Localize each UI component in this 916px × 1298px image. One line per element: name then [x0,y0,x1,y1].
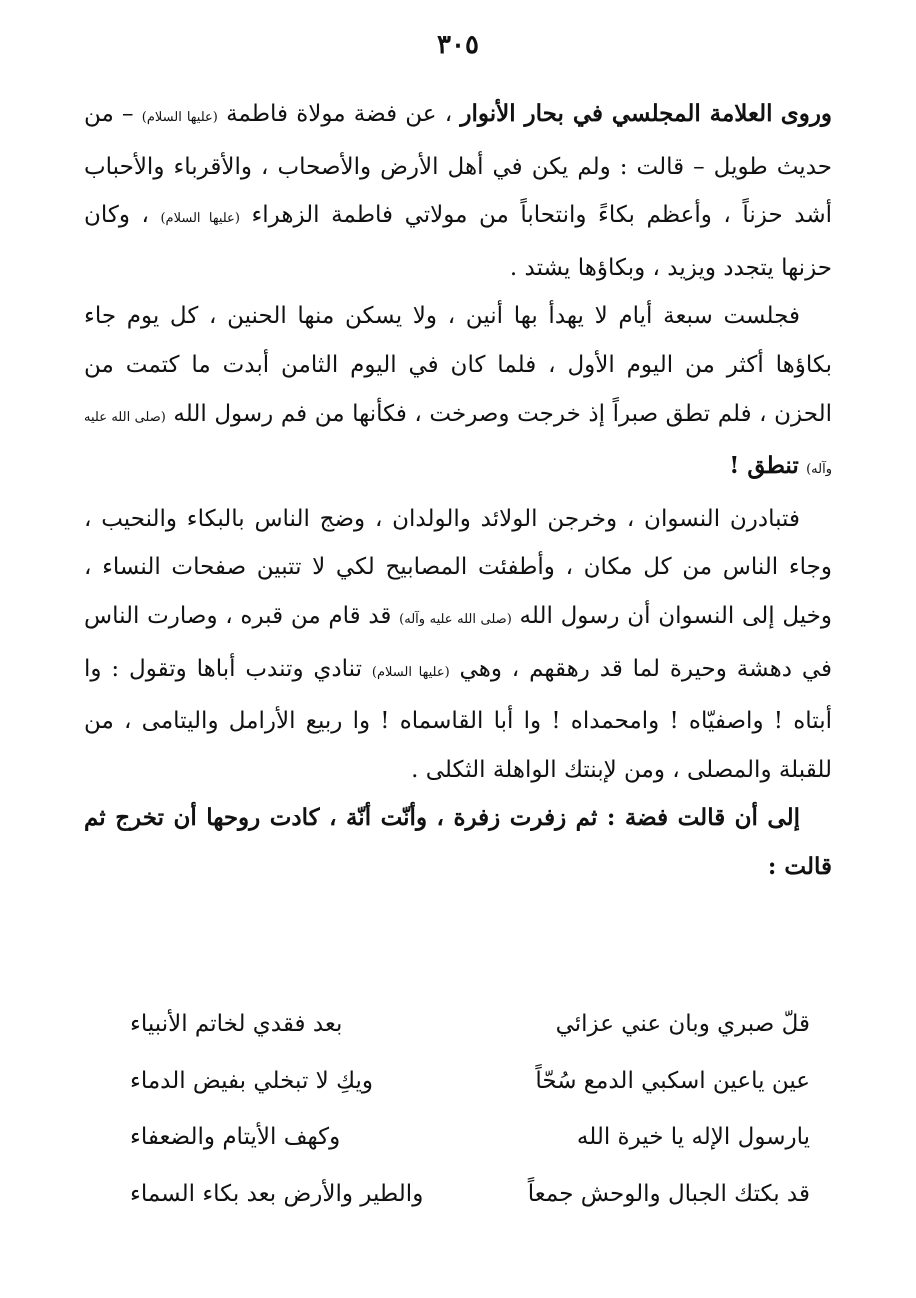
verse-second-hemistich: بعد فقدي لخاتم الأنبياء [130,1011,343,1038]
honorific: (عليها السلام) [160,211,240,227]
paragraph-1-text-b: – من حديث طويل – قالت : ولم يكن في أهل الأرض والأصحاب ، والأقرباء والأحباب أشد حزناً ، وأعظم بكاءً وانتحاباً من مولاتي فاطمة الزهراء [84,101,832,229]
verse-second-hemistich: والطير والأرض بعد بكاء السماء [130,1180,424,1207]
page-number: ٣٠٥ [437,30,479,60]
honorific: (صلى الله عليه وآله) [399,611,512,627]
paragraph-3-text-c: تنادي وتندب أباها وتقول : وا أبتاه ! واصفيّاه ! وامحمداه ! وا أبا القاسماه ! وا ربيع الأرامل واليتامى ، من للقبلة والمصلى ، ومن لإبنتك الواهلة الثكلى . [84,655,832,783]
paragraph-2-text-a: فجلست سبعة أيام لا يهدأ بها أنين ، ولا يسكن منها الحنين ، كل يوم جاء بكاؤها أكثر من اليوم الأول ، فلما كان في اليوم الثامن أبدت ما كتمت من الحزن ، فلم تطق صبراً إذ خرجت وصرخت ، فكأنها من فم رسول الله [84,303,832,427]
poem-verse [130,1109,810,1166]
verse-first-hemistich: قد بكتك الجبال والوحش جمعاً [527,1180,810,1207]
verse-first-hemistich: يارسول الإله يا خيرة الله [576,1124,810,1151]
verse-first-hemistich: عين ياعين اسكبي الدمع سُحّاً [535,1067,810,1094]
paragraph-1 [84,90,832,292]
verse-second-hemistich: وكهف الأيتام والضعفاء [130,1124,341,1151]
paragraph-3 [84,495,832,795]
honorific: (صلى الله عليه وآله) [84,409,832,478]
paragraph-1-intro: وروى [780,100,833,127]
paragraph-4-text: إلى أن قالت فضة : ثم زفرت زفرة ، وأنّت أنّة ، كادت روحها أن تخرج ثم قالت : [84,804,832,880]
paragraph-3-text-a: فتبادرن النسوان ، وخرجن الولائد والولدان ، وضج الناس بالبكاء والنحيب ، وجاء الناس من كل مكان ، وأطفئت المصابيح لكي لا تتبين صفحات النساء ، وخيل إلى النسوان أن رسول الله [84,505,833,629]
paragraph-2 [84,292,832,494]
paragraph-3-text-b: قد قام من قبره ، وصارت الناس في دهشة وحيرة لما قد رهقهم ، وهي [84,602,832,682]
paragraph-1-text-c: ، وكان حزنها يتجدد ويزيد ، وبكاؤها يشتد . [84,202,832,281]
paragraph-2-text-b: تنطق ! [729,452,799,480]
paragraph-4 [84,794,832,891]
poem-verse [130,1166,810,1223]
verse-first-hemistich: قلّ صبري وبان عني عزائي [555,1011,810,1038]
honorific: (عليها السلام) [371,664,450,680]
paragraph-1-text-a: ، عن فضة مولاة فاطمة [226,101,453,127]
honorific: (عليها السلام) [141,110,218,125]
poem-verse [130,1053,810,1110]
document-body [84,90,832,892]
poem [130,996,810,1222]
poem-verse [130,996,810,1053]
scholar-name: العلامة المجلسي في بحار الأنوار [460,100,773,127]
verse-second-hemistich: ويكِ لا تبخلي بفيض الدماء [130,1067,373,1094]
